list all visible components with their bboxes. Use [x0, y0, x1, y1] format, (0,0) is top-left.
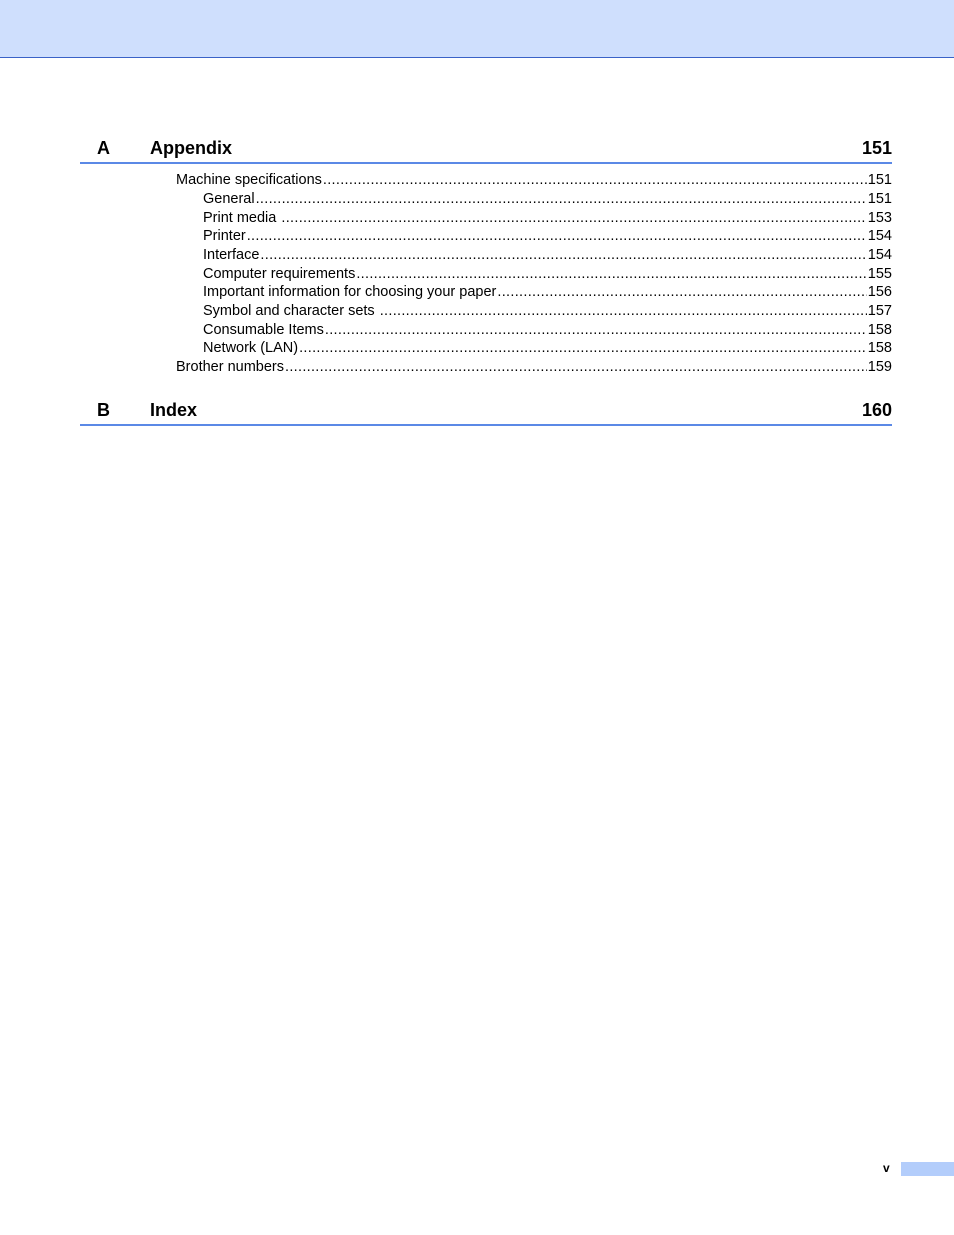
toc-entry-title: Printer — [203, 228, 246, 244]
dot-leader — [497, 283, 866, 302]
chapter-title: Appendix — [150, 138, 233, 158]
chapter-letter: B — [97, 400, 110, 420]
toc-entry-title: Computer requirements — [203, 266, 356, 282]
chapter-page-number: 160 — [861, 400, 892, 420]
chapter-heading-index — [80, 400, 892, 426]
toc-entry-page: 158 — [867, 322, 892, 338]
toc-entry-page: 156 — [867, 284, 892, 300]
toc-entry-general[interactable] — [203, 190, 892, 209]
dot-leader — [323, 171, 867, 190]
footer-page-number: v — [883, 1161, 890, 1175]
toc-entry-network-lan[interactable] — [203, 339, 892, 358]
dot-leader — [325, 321, 867, 340]
footer-tab — [901, 1162, 954, 1176]
toc-entry-print-media[interactable] — [203, 209, 892, 228]
toc-entry-page: 157 — [867, 303, 892, 319]
dot-leader — [260, 246, 866, 265]
toc-entry-important-information[interactable] — [203, 283, 892, 302]
chapter-letter: A — [97, 138, 110, 158]
toc-entry-consumable-items[interactable] — [203, 321, 892, 340]
toc-entry-machine-specifications[interactable] — [176, 171, 892, 190]
toc-entry-brother-numbers[interactable] — [176, 358, 892, 377]
toc-entry-title: Important information for choosing your paper — [203, 284, 497, 300]
toc-entry-symbol-character-sets[interactable] — [203, 302, 892, 321]
toc-entry-page: 158 — [867, 340, 892, 356]
toc-entry-interface[interactable] — [203, 246, 892, 265]
toc-entry-page: 154 — [867, 247, 892, 263]
toc-entry-title: Interface — [203, 247, 260, 263]
chapter-heading-appendix — [80, 138, 892, 164]
toc-entry-page: 155 — [867, 266, 892, 282]
toc-entry-computer-requirements[interactable] — [203, 265, 892, 284]
toc-entry-title: Machine specifications — [176, 172, 322, 188]
toc-entry-printer[interactable] — [203, 227, 892, 246]
toc-entry-page: 151 — [867, 172, 892, 188]
toc-entry-title: General — [203, 191, 255, 207]
toc-entry-title: Brother numbers — [176, 359, 284, 375]
dot-leader — [356, 265, 866, 284]
dot-leader — [285, 358, 867, 377]
dot-leader — [256, 190, 867, 209]
dot-leader — [281, 209, 866, 228]
toc-entry-title: Consumable Items — [203, 322, 324, 338]
toc-entry-title: Symbol and character sets — [203, 303, 379, 319]
toc-entry-title: Network (LAN) — [203, 340, 299, 356]
chapter-page-number: 151 — [861, 138, 892, 158]
dot-leader — [247, 227, 867, 246]
dot-leader — [380, 302, 867, 321]
toc-entry-page: 153 — [867, 210, 892, 226]
dot-leader — [299, 339, 867, 358]
chapter-title: Index — [150, 400, 198, 420]
header-band — [0, 0, 954, 58]
toc-entry-title: Print media — [203, 210, 281, 226]
toc-entry-page: 151 — [867, 191, 892, 207]
toc-entry-page: 154 — [867, 228, 892, 244]
toc-entry-page: 159 — [867, 359, 892, 375]
